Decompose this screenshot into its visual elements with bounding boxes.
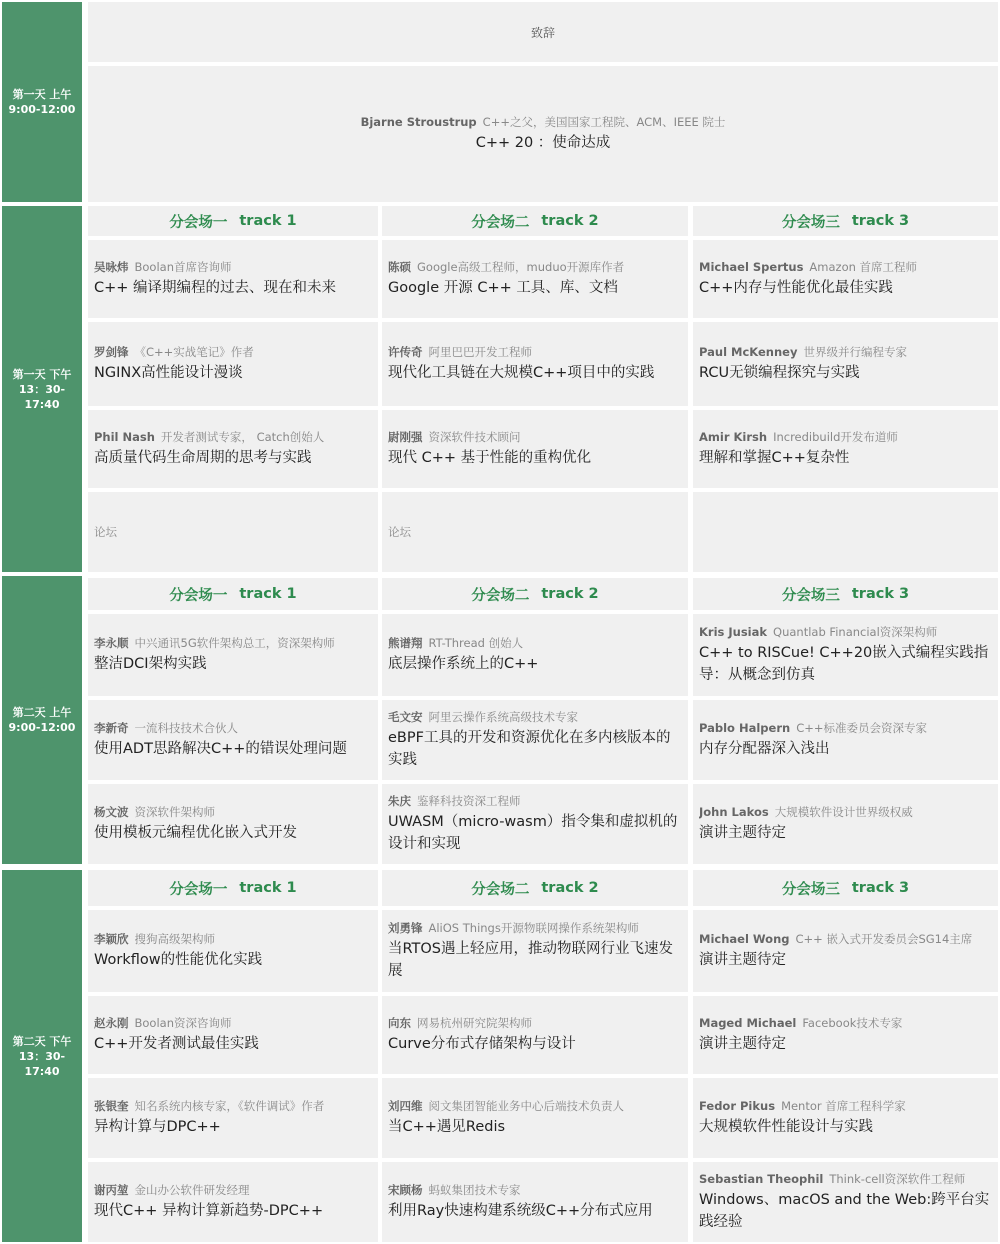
day-label-day2-afternoon [2, 870, 82, 1242]
track-header-name: 分会场二 [471, 214, 530, 231]
track-header-2 [382, 578, 688, 610]
speaker-name: 赵永刚 [94, 1016, 129, 1030]
session-title: Curve分布式存储架构与设计 [388, 1036, 576, 1052]
session-title: C++开发者测试最佳实践 [94, 1036, 259, 1052]
track-header-name: 分会场三 [781, 881, 840, 898]
speaker-name: Kris Jusiak [699, 625, 768, 639]
speaker-title: C++之父，美国国家工程院、ACM、IEEE 院士 [482, 115, 726, 129]
session-cell [88, 910, 378, 992]
speaker-name: 刘四维 [388, 1099, 423, 1113]
track-header-1 [88, 206, 378, 236]
session-cell [382, 322, 688, 406]
track-header-track: track 2 [541, 880, 599, 896]
track-header-name: 分会场一 [169, 881, 228, 898]
session-title: 当C++遇见Redis [388, 1119, 506, 1135]
track-header-3 [693, 206, 998, 236]
speaker-title: 蚂蚁集团技术专家 [428, 1183, 521, 1197]
speaker-title: 知名系统内核专家，《软件调试》作者 [134, 1099, 325, 1113]
track-header-track: track 2 [541, 586, 599, 602]
speaker-title: RT-Thread 创始人 [428, 636, 524, 650]
speaker-name: 张银奎 [94, 1099, 129, 1113]
day-label-day2-morning [2, 576, 82, 864]
keynote-speaker [361, 114, 726, 130]
session-title: Workflow的性能优化实践 [94, 952, 263, 968]
speaker-title: 资深软件技术顾问 [428, 430, 521, 444]
keynote-talk-title: C++ 20 ：使命达成 [475, 135, 611, 151]
speaker-name: 许传奇 [388, 345, 423, 359]
track-header-3 [693, 578, 998, 610]
speaker-title: Incredibuild开发布道师 [773, 430, 898, 444]
track-header-name: 分会场三 [781, 587, 840, 604]
session-cell [693, 322, 998, 406]
session-cell [693, 784, 998, 864]
forum-label: 论坛 [388, 525, 411, 539]
session-cell [693, 910, 998, 992]
speaker-name: 李颖欣 [94, 932, 129, 946]
speaker-title: 金山办公软件研发经理 [134, 1183, 250, 1197]
session-cell [382, 700, 688, 780]
session-cell [88, 614, 378, 696]
session-speaker [388, 429, 682, 445]
day-time: 13：30-17:40 [18, 382, 66, 411]
session-cell [693, 700, 998, 780]
session-cell [693, 614, 998, 696]
speaker-name: John Lakos [699, 805, 769, 819]
session-speaker [699, 344, 992, 360]
speaker-name: 李永顺 [94, 636, 129, 650]
session-speaker [699, 804, 992, 820]
session-title: Windows、macOS and the Web:跨平台实践经验 [699, 1192, 990, 1230]
session-cell [88, 700, 378, 780]
session-cell [382, 1078, 688, 1158]
day-label-day1-morning [2, 2, 82, 202]
session-cell [693, 1078, 998, 1158]
speaker-name: 熊谱翔 [388, 636, 423, 650]
speaker-title: 大规模软件设计世界级权威 [774, 805, 913, 819]
session-cell [382, 410, 688, 488]
speaker-name: 罗剑锋 [94, 345, 129, 359]
speaker-name: 杨文波 [94, 805, 129, 819]
session-speaker [94, 931, 372, 947]
session-speaker [699, 259, 992, 275]
session-speaker [388, 920, 682, 936]
session-speaker [94, 720, 372, 736]
track-header-3 [693, 870, 998, 906]
session-cell [693, 996, 998, 1074]
speaker-name: 尉刚强 [388, 430, 423, 444]
session-title: NGINX高性能设计漫谈 [94, 365, 243, 381]
track-header-1 [88, 578, 378, 610]
day-label: 第一天 下午 [12, 367, 72, 381]
session-speaker [94, 429, 372, 445]
session-title: 使用模板元编程优化嵌入式开发 [94, 825, 297, 841]
speaker-name: Fedor Pikus [699, 1099, 776, 1113]
session-cell [382, 614, 688, 696]
session-title: 当RTOS遇上轻应用，推动物联网行业飞速发展 [388, 941, 673, 979]
session-cell [693, 1162, 998, 1242]
session-title: 利用Ray快速构建系统级C++分布式应用 [388, 1203, 653, 1219]
speaker-title: 开发者测试专家， Catch创始人 [160, 430, 325, 444]
track-header-name: 分会场一 [169, 214, 228, 231]
speaker-title: 《C++实战笔记》作者 [134, 345, 254, 359]
session-speaker [699, 1171, 992, 1187]
session-cell [88, 240, 378, 318]
opening-title: 致辞 [530, 25, 555, 40]
session-cell [88, 322, 378, 406]
session-speaker [388, 259, 682, 275]
session-cell [88, 996, 378, 1074]
session-title: 异构计算与DPC++ [94, 1119, 221, 1135]
speaker-name: 李新奇 [94, 721, 129, 735]
day-label: 第二天 上午 [12, 706, 72, 719]
track-header-track: track 3 [851, 213, 910, 229]
speaker-name: 吴咏炜 [94, 260, 129, 274]
speaker-name: 刘勇锋 [388, 921, 423, 935]
session-speaker [94, 1098, 372, 1114]
speaker-title: C++ 嵌入式开发委员会SG14主席 [795, 932, 973, 946]
session-speaker [94, 259, 372, 275]
session-cell [382, 910, 688, 992]
forum-label: 论坛 [94, 525, 117, 539]
session-title: 现代化工具链在大规模C++项目中的实践 [388, 365, 655, 381]
session-cell [382, 240, 688, 318]
speaker-title: Boolan资深咨询师 [134, 1016, 232, 1030]
session-title: C++ 编译期编程的过去、现在和未来 [94, 280, 337, 296]
day-time: 13：30-17:40 [18, 1049, 66, 1078]
speaker-title: 一流科技技术合伙人 [134, 721, 238, 735]
session-title: 演讲主题待定 [699, 1036, 786, 1052]
speaker-title: 阿里云操作系统高级技术专家 [428, 710, 578, 724]
session-speaker [699, 1015, 992, 1031]
session-speaker [388, 1015, 682, 1031]
session-speaker [94, 804, 372, 820]
track-header-name: 分会场一 [169, 587, 228, 604]
track-header-track: track 1 [239, 880, 297, 896]
speaker-title: Amazon 首席工程师 [809, 260, 918, 274]
session-cell [88, 784, 378, 864]
day-time: 9:00-12:00 [8, 721, 76, 734]
day-label: 第一天 上午 [12, 88, 72, 101]
session-speaker [94, 344, 372, 360]
speaker-title: Boolan首席咨询师 [134, 260, 232, 274]
track-header-name: 分会场二 [471, 881, 530, 898]
speaker-title: 阅文集团智能业务中心后端技术负责人 [428, 1099, 624, 1113]
speaker-title: 阿里巴巴开发工程师 [428, 345, 532, 359]
session-title: C++内存与性能优化最佳实践 [699, 280, 893, 296]
speaker-name: 陈硕 [388, 260, 411, 274]
track-header-name: 分会场三 [781, 214, 840, 231]
day-label-day1-afternoon [2, 206, 82, 572]
day-time: 9:00-12:00 [8, 103, 76, 116]
session-title: 内存分配器深入浅出 [699, 741, 830, 757]
session-title: eBPF工具的开发和资源优化在多内核版本的实践 [388, 730, 671, 768]
session-cell [693, 410, 998, 488]
speaker-name: Michael Spertus [699, 260, 804, 274]
speaker-name: Phil Nash [94, 430, 155, 444]
empty-cell [693, 492, 998, 572]
speaker-name: Maged Michael [699, 1016, 797, 1030]
speaker-name: Pablo Halpern [699, 721, 791, 735]
forum-cell [88, 492, 378, 572]
session-speaker [388, 793, 682, 809]
session-speaker [94, 1015, 372, 1031]
speaker-name: 毛文安 [388, 710, 423, 724]
session-speaker [388, 709, 682, 725]
session-cell [693, 240, 998, 318]
session-speaker [94, 1182, 372, 1198]
session-title: 使用ADT思路解决C++的错误处理问题 [94, 741, 347, 757]
session-cell [382, 996, 688, 1074]
session-speaker [388, 1098, 682, 1114]
speaker-name: 谢丙堃 [94, 1183, 129, 1197]
session-cell [88, 410, 378, 488]
session-speaker [699, 931, 992, 947]
session-title: 理解和掌握C++复杂性 [699, 450, 850, 466]
session-title: C++ to RISCue! C++20嵌入式编程实践指导：从概念到仿真 [699, 645, 989, 683]
session-speaker [388, 344, 682, 360]
session-title: 高质量代码生命周期的思考与实践 [94, 450, 312, 466]
session-speaker [699, 720, 992, 736]
forum-cell [382, 492, 688, 572]
track-header-1 [88, 870, 378, 906]
speaker-name: Paul McKenney [699, 345, 798, 359]
speaker-name: Sebastian Theophil [699, 1172, 824, 1186]
speaker-title: 鉴释科技资深工程师 [417, 794, 521, 808]
speaker-title: 世界级并行编程专家 [803, 345, 907, 359]
speaker-title: 搜狗高级架构师 [134, 932, 215, 946]
session-title: 现代C++ 异构计算新趋势-DPC++ [94, 1203, 324, 1219]
speaker-name: Michael Wong [699, 932, 790, 946]
speaker-name: 朱庆 [388, 794, 411, 808]
session-cell [88, 1078, 378, 1158]
session-title: 现代 C++ 基于性能的重构优化 [388, 450, 592, 466]
session-title: 底层操作系统上的C++ [388, 656, 539, 672]
speaker-title: Google高级工程师，muduo开源库作者 [417, 260, 625, 274]
session-speaker [94, 635, 372, 651]
speaker-title: 资深软件架构师 [134, 805, 215, 819]
track-header-track: track 2 [541, 213, 599, 229]
session-speaker [388, 1182, 682, 1198]
keynote-cell [88, 66, 998, 202]
track-header-track: track 1 [239, 586, 297, 602]
session-speaker [699, 624, 992, 640]
track-header-track: track 1 [239, 213, 297, 229]
speaker-title: AliOS Things开源物联网操作系统架构师 [428, 921, 639, 935]
track-header-name: 分会场二 [471, 587, 530, 604]
session-speaker [699, 1098, 992, 1114]
session-title: 大规模软件性能设计与实践 [699, 1119, 873, 1135]
session-cell [382, 784, 688, 864]
track-header-track: track 3 [851, 586, 910, 602]
speaker-name: 宋顾杨 [388, 1183, 423, 1197]
speaker-name: 向东 [388, 1016, 411, 1030]
track-header-2 [382, 870, 688, 906]
speaker-name: Bjarne Stroustrup [360, 115, 477, 129]
speaker-title: C++标准委员会资深专家 [796, 721, 927, 735]
session-speaker [388, 635, 682, 651]
speaker-title: Facebook技术专家 [802, 1016, 903, 1030]
session-title: 演讲主题待定 [699, 825, 786, 841]
speaker-name: Amir Kirsh [699, 430, 768, 444]
session-speaker [699, 429, 992, 445]
session-title: 演讲主题待定 [699, 952, 786, 968]
track-header-2 [382, 206, 688, 236]
speaker-title: Think-cell资深软件工程师 [829, 1172, 966, 1186]
track-header-track: track 3 [851, 880, 910, 896]
session-cell [382, 1162, 688, 1242]
day-label: 第二天 下午 [12, 1034, 72, 1048]
speaker-title: Mentor 首席工程科学家 [781, 1099, 906, 1113]
speaker-title: Quantlab Financial资深架构师 [773, 625, 938, 639]
session-title: Google 开源 C++ 工具、库、文档 [388, 280, 618, 296]
session-title: RCU无锁编程探究与实践 [699, 365, 860, 381]
session-title: UWASM（micro-wasm）指令集和虚拟机的设计和实现 [388, 814, 678, 852]
speaker-title: 网易杭州研究院架构师 [417, 1016, 532, 1030]
speaker-title: 中兴通讯5G软件架构总工，资深架构师 [134, 636, 335, 650]
opening-title-cell [88, 2, 998, 62]
session-title: 整洁DCI架构实践 [94, 656, 207, 672]
session-cell [88, 1162, 378, 1242]
